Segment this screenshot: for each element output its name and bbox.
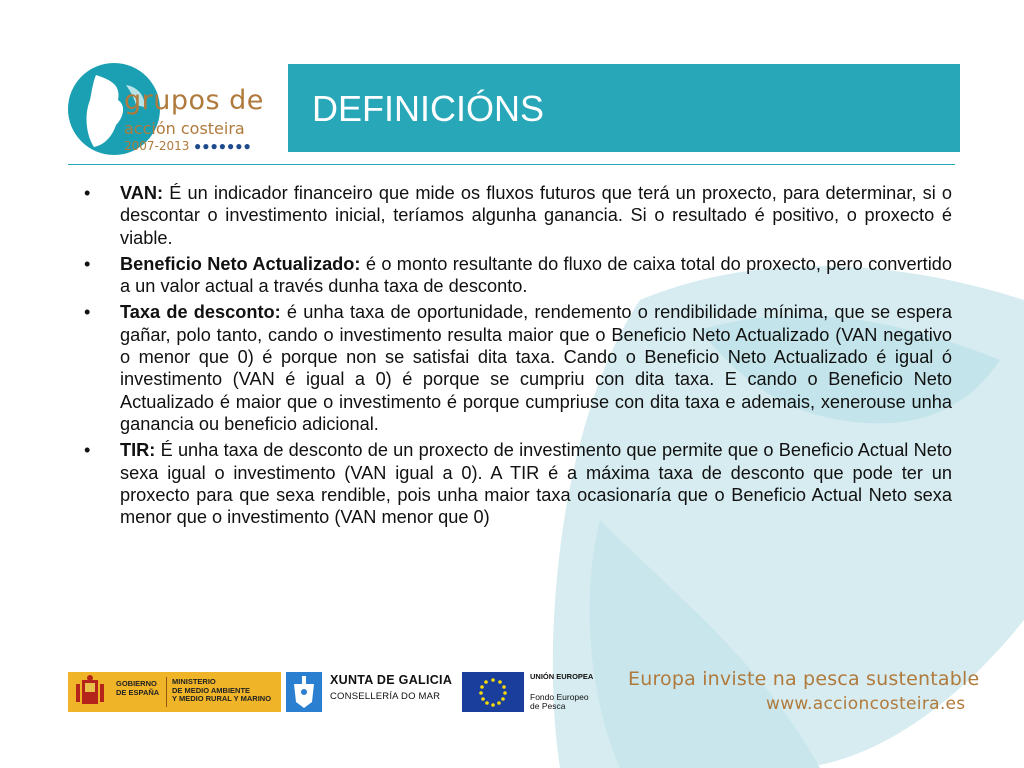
spain-crest-icon [72, 674, 108, 710]
gobierno-text: GOBIERNO DE ESPAÑA [116, 679, 160, 697]
eu-flag-icon [462, 672, 524, 712]
website-link[interactable]: www.accioncosteira.es [766, 694, 966, 714]
logo-text-accion-costeira: acción costeira [124, 119, 245, 138]
definition-text: é o monto resultante do fluxo de caixa total do proxecto, pero convertido a un valor actual a través dunha taxa de desconto. [120, 253, 952, 297]
xunta-title: XUNTA DE GALICIA [330, 673, 453, 687]
logo-text-grupos-de: grupos de [124, 85, 264, 116]
definition-item-beneficio-neto [84, 253, 952, 298]
definition-item-van [84, 182, 952, 249]
bullet: • [84, 253, 91, 274]
definition-term: VAN: [120, 183, 164, 203]
definition-item-tir [84, 439, 952, 528]
title-banner [288, 64, 960, 152]
grupos-accion-costeira-logo [66, 55, 281, 167]
definition-term: Taxa de desconto: [120, 302, 281, 323]
gobierno-espana-logo [68, 672, 281, 712]
ministerio-text: MINISTERIO DE MEDIO AMBIENTE Y MEDIO RURAL Y MARINO [172, 677, 272, 703]
definition-text: É unha taxa de desconto de un proxecto de investimento que permite que o Beneficio Actual Neto sexa igual o investimento (VAN igual a 0). A TIR é a máxima taxa de desconto que pode ter un proxecto para que sexa rendible, pois unha maior taxa ocasionaría que o Beneficio Actual Neto sexa menor que o investimento (VAN menor que 0) [120, 440, 952, 528]
definition-text: é unha taxa de oportunidade, rendemento o rendibilidade mínima, que se espera gañar, polo tanto, cando o investimento resulta maior que o Beneficio Neto Actualizado (VAN negativo o menor que 0) é porque non se satisfai dita taxa. Cando o Beneficio Neto Actualizado é igual ó investimento (VAN é igual a 0) é porque se cumpriu con dita taxa. E cando o Beneficio Neto Actualizado é maior que o investimento é porque cumpriuse con dita taxa e ademais, xenerouse unha ganancia ou beneficio adicional. [120, 302, 952, 434]
definitions-list [84, 182, 952, 532]
bullet: • [84, 440, 91, 461]
title-divider [68, 164, 955, 165]
footer-sponsors [0, 660, 1024, 720]
eu-subtitle: Fondo Europeo de Pesca [530, 692, 589, 711]
xunta-galicia-emblem-icon [286, 672, 322, 712]
page-title: DEFINICIÓNS [312, 88, 545, 129]
definition-term: TIR: [120, 440, 156, 461]
xunta-subtitle: CONSELLERÍA DO MAR [330, 691, 441, 702]
eu-title: UNIÓN EUROPEA [530, 672, 594, 681]
gob-separator [166, 677, 167, 707]
definition-text: É un indicador financeiro que mide os fluxos futuros que terá un proxecto, para determinar, si o descontar o investimento inicial, teríamos algunha ganancia. Si o resultado é positivo, o proxecto é viable. [120, 183, 952, 248]
bullet: • [84, 183, 91, 203]
bullet: • [84, 302, 91, 323]
logo-dots: ●●●●●●● [194, 139, 252, 153]
logo-text-years: 2007-2013 [124, 139, 190, 153]
definition-item-taxa-desconto [84, 301, 952, 435]
slogan-text: Europa inviste na pesca sustentable [628, 668, 980, 690]
definition-term: Beneficio Neto Actualizado: [120, 253, 361, 274]
